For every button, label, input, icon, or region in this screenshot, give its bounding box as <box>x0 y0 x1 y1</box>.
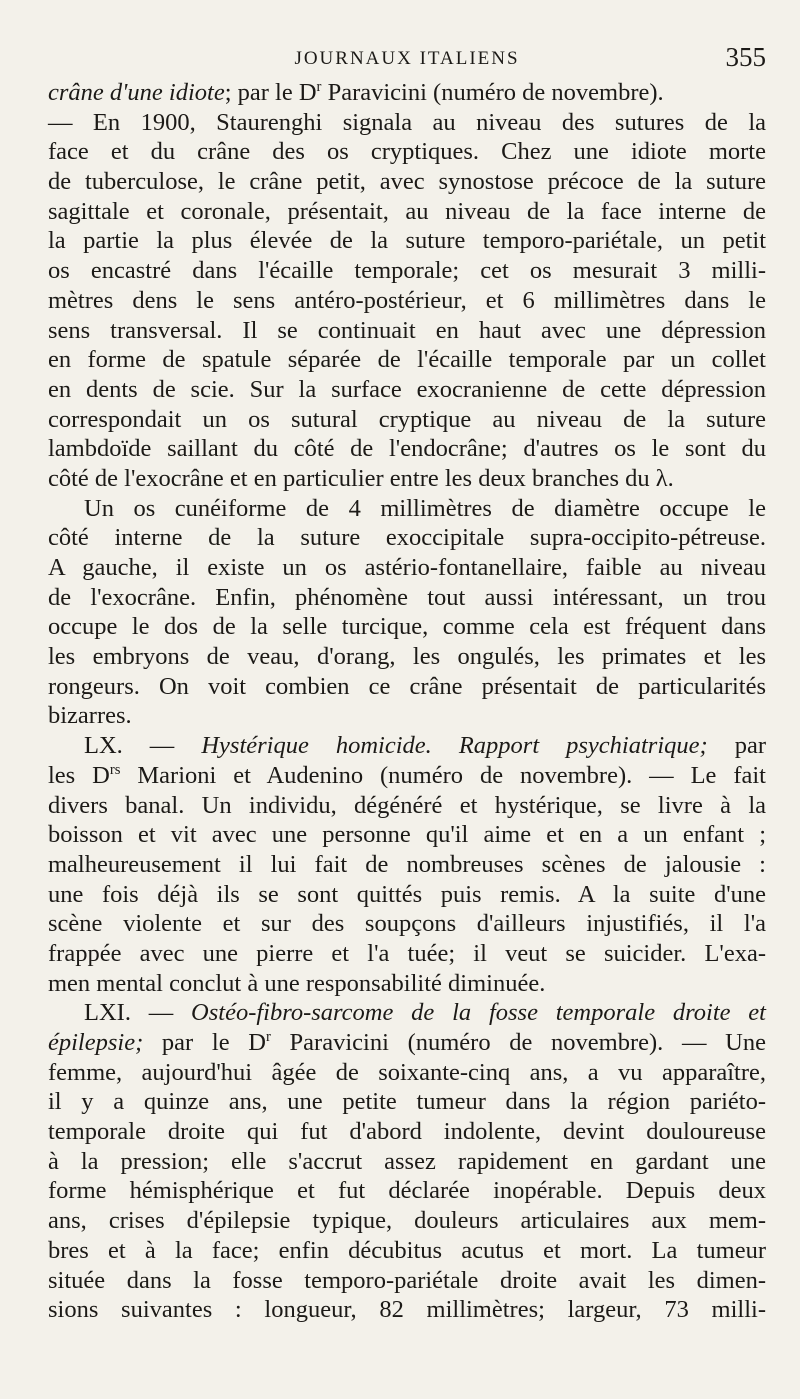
text-line <box>48 256 766 286</box>
text-segment: frappée avec une pierre et l'a tuée; il veut se suicider. L'exa- <box>48 939 766 967</box>
text-segment: située dans la fosse temporo-pariétale droite avait les dimen- <box>48 1266 766 1294</box>
text-line <box>48 880 766 910</box>
text-segment: sagittale et coronale, présentait, au niveau de la face interne de <box>48 197 766 225</box>
text-segment: — En 1900, Staurenghi signala au niveau des sutures de la <box>48 108 766 136</box>
superscript: r <box>265 1029 271 1046</box>
text-line <box>48 939 766 969</box>
text-segment: une fois déjà ils se sont quittés puis remis. A la suite d'une <box>48 880 766 908</box>
text-segment: Marioni et Audenino (numéro de novembre). — Le fait <box>120 761 766 789</box>
text-segment: correspondait un os sutural cryptique au niveau de la suture <box>48 405 766 433</box>
text-line <box>48 909 766 939</box>
text-segment: Un os cunéiforme de 4 millimètres de diamètre occupe le <box>84 494 766 522</box>
running-head <box>48 42 766 74</box>
italic-text: Ostéo-fibro-sarcome de la fosse temporale droite et <box>191 999 766 1027</box>
text-segment: par le D <box>143 1029 266 1056</box>
text-segment: en forme de spatule séparée de l'écaille temporale par un collet <box>48 346 766 374</box>
text-segment: scène violente et sur des soupçons d'ailleurs injustifiés, il l'a <box>48 910 766 938</box>
text-segment: bizarres. <box>48 702 132 730</box>
text-segment: à la pression; elle s'accrut assez rapidement en gardant une <box>48 1147 766 1175</box>
text-segment: occupe le dos de la selle turcique, comme cela est fréquent dans <box>48 613 766 641</box>
text-segment: LXI. — <box>84 999 192 1027</box>
superscript: r <box>316 79 322 96</box>
text-line <box>48 701 766 731</box>
text-segment: en dents de scie. Sur la surface exocranienne de cette dépression <box>48 375 766 403</box>
text-line <box>48 612 766 642</box>
text-segment: lambdoïde saillant du côté de l'endocrâne; d'autres os le sont du <box>48 435 766 463</box>
text-line <box>48 820 766 850</box>
text-line <box>48 286 766 316</box>
text-line <box>48 375 766 405</box>
text-line <box>48 850 766 880</box>
text-segment: face et du crâne des os cryptiques. Chez une idiote morte <box>48 138 766 166</box>
text-segment: sens transversal. Il se continuait en haut avec une dépression <box>48 316 766 344</box>
text-segment: boisson et vit avec une personne qu'il aime et en a un enfant ; <box>48 821 766 849</box>
superscript: rs <box>109 762 121 778</box>
italic-text: crâne d'une idiote <box>48 79 225 106</box>
text-line <box>48 1206 766 1236</box>
text-segment: os encastré dans l'écaille temporale; cet os mesurait 3 milli- <box>48 257 766 285</box>
text-line <box>48 1176 766 1206</box>
text-segment: il y a quinze ans, une petite tumeur dans la région pariéto- <box>48 1088 766 1116</box>
text-segment: les embryons de veau, d'orang, les ongulés, les primates et les <box>48 643 766 671</box>
text-segment: temporale droite qui fut d'abord indolente, devint douloureuse <box>48 1118 766 1146</box>
text-segment: ans, crises d'épilepsie typique, douleurs articulaires aux mem- <box>48 1207 766 1235</box>
text-segment: A gauche, il existe un os astério-fontanellaire, faible au niveau <box>48 554 766 581</box>
text-line <box>48 1028 766 1058</box>
body-text <box>48 78 766 1325</box>
text-line <box>48 464 766 494</box>
text-line <box>48 78 766 108</box>
text-line <box>48 316 766 346</box>
text-segment: de l'exocrâne. Enfin, phénomène tout aussi intéressant, un trou <box>48 583 766 611</box>
text-segment: la partie la plus élevée de la suture temporo-pariétale, un petit <box>48 227 766 255</box>
text-segment: côté de l'exocrâne et en particulier entre les deux branches du λ. <box>48 464 674 492</box>
text-segment: Paravicini (numéro de novembre). <box>321 79 664 106</box>
text-line <box>48 1117 766 1147</box>
text-line <box>48 642 766 672</box>
text-line <box>48 405 766 435</box>
text-line <box>48 197 766 227</box>
text-line <box>48 672 766 702</box>
text-segment: Paravicini (numéro de novembre). — Une <box>270 1029 766 1056</box>
text-line <box>48 108 766 138</box>
text-segment: men mental conclut à une responsabilité diminuée. <box>48 969 546 997</box>
text-line <box>48 1087 766 1117</box>
text-segment: LX. — <box>84 732 202 760</box>
text-line <box>48 523 766 553</box>
text-line <box>48 434 766 464</box>
text-line <box>48 494 766 524</box>
text-segment: malheureusement il lui fait de nombreuses scènes de jalousie : <box>48 850 766 878</box>
text-segment: forme hémisphérique et fut déclarée inopérable. Depuis deux <box>48 1177 766 1205</box>
text-line <box>48 761 766 791</box>
italic-text: épilepsie; <box>48 1029 144 1056</box>
text-segment: de tuberculose, le crâne petit, avec synostose précoce de la suture <box>48 168 766 196</box>
text-line <box>48 1295 766 1325</box>
text-line <box>48 583 766 613</box>
text-line <box>48 998 766 1028</box>
text-segment: femme, aujourd'hui âgée de soixante-cinq ans, a vu apparaître, <box>48 1058 766 1086</box>
text-segment: mètres dens le sens antéro-postérieur, et 6 millimètres dans le <box>48 286 766 314</box>
text-line <box>48 1266 766 1296</box>
text-line <box>48 1236 766 1266</box>
page-number: 355 <box>725 42 766 72</box>
text-line <box>48 226 766 256</box>
text-line <box>48 167 766 197</box>
text-line <box>48 791 766 821</box>
running-title: JOURNAUX ITALIENS <box>294 48 520 69</box>
text-segment: divers banal. Un individu, dégénéré et hystérique, se livre à la <box>48 791 766 819</box>
text-segment: par <box>707 732 766 760</box>
text-line <box>48 553 766 583</box>
text-segment: rongeurs. On voit combien ce crâne présentait de particularités <box>48 672 766 700</box>
text-line <box>48 1058 766 1088</box>
text-segment: les D <box>48 761 110 789</box>
text-segment: côté interne de la suture exoccipitale supra-occipito-pétreuse. <box>48 524 766 552</box>
text-line <box>48 969 766 999</box>
text-line <box>48 1147 766 1177</box>
text-line <box>48 731 766 761</box>
text-segment: sions suivantes : longueur, 82 millimètres; largeur, 73 milli- <box>48 1296 766 1324</box>
text-line <box>48 137 766 167</box>
text-segment: bres et à la face; enfin décubitus acutus et mort. La tumeur <box>48 1236 766 1264</box>
text-segment: ; par le D <box>224 79 317 106</box>
text-line <box>48 345 766 375</box>
italic-text: Hystérique homicide. Rapport psychiatrique; <box>201 732 708 760</box>
